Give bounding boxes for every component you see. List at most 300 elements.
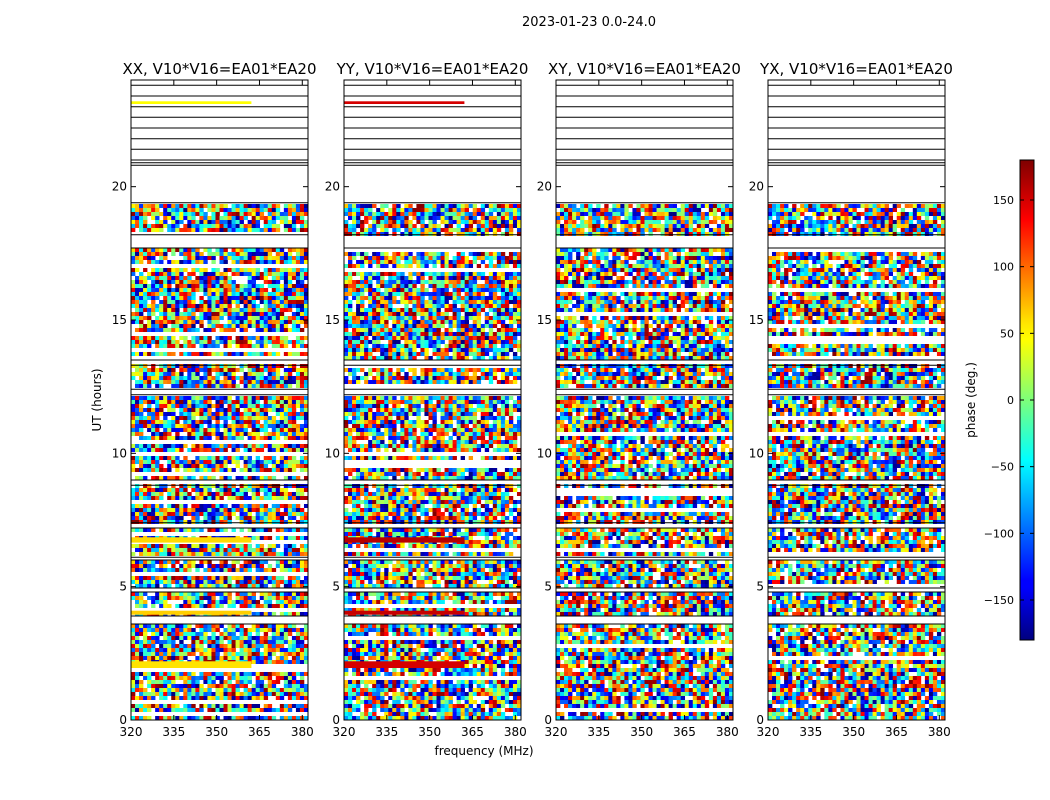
phase-cell: [288, 560, 292, 564]
phase-cell: [380, 312, 384, 316]
phase-cell: [167, 464, 171, 468]
phase-cell: [167, 496, 171, 500]
phase-cell: [171, 632, 175, 636]
phase-cell: [360, 284, 364, 288]
phase-cell: [167, 276, 171, 280]
phase-cell: [131, 568, 135, 572]
phase-cell: [252, 692, 256, 696]
phase-cell: [260, 628, 264, 632]
phase-cell: [159, 336, 163, 340]
phase-cell: [159, 704, 163, 708]
phase-cell: [187, 220, 191, 224]
phase-cell: [224, 292, 228, 296]
phase-cell: [248, 520, 252, 524]
phase-cell: [272, 708, 276, 712]
phase-cell: [248, 544, 252, 548]
phase-cell: [191, 352, 195, 356]
phase-cell: [428, 292, 432, 296]
phase-cell: [276, 272, 280, 276]
phase-cell: [187, 204, 191, 208]
phase-cell: [256, 308, 260, 312]
phase-cell: [296, 464, 300, 468]
phase-cell: [513, 256, 517, 260]
phase-cell: [167, 328, 171, 332]
phase-cell: [300, 568, 304, 572]
phase-cell: [360, 228, 364, 232]
phase-cell: [465, 296, 469, 300]
phase-cell: [292, 600, 296, 604]
phase-cell: [445, 316, 449, 320]
phase-cell: [284, 460, 288, 464]
phase-cell: [175, 448, 179, 452]
phase-cell: [388, 212, 392, 216]
phase-cell: [412, 296, 416, 300]
phase-cell: [139, 428, 143, 432]
phase-cell: [248, 424, 252, 428]
phase-cell: [220, 288, 224, 292]
phase-cell: [404, 212, 408, 216]
phase-cell: [191, 652, 195, 656]
phase-cell: [260, 580, 264, 584]
phase-cell: [163, 256, 167, 260]
phase-cell: [449, 232, 453, 236]
phase-cell: [437, 224, 441, 228]
phase-cell: [135, 604, 139, 608]
phase-cell: [276, 512, 280, 516]
phase-cell: [244, 652, 248, 656]
phase-cell: [501, 300, 505, 304]
phase-cell: [445, 304, 449, 308]
phase-cell: [356, 208, 360, 212]
phase-cell: [469, 308, 473, 312]
phase-cell: [207, 320, 211, 324]
phase-cell: [284, 344, 288, 348]
phase-cell: [220, 296, 224, 300]
phase-cell: [296, 696, 300, 700]
phase-cell: [236, 688, 240, 692]
phase-cell: [151, 568, 155, 572]
phase-cell: [171, 492, 175, 496]
phase-cell: [175, 684, 179, 688]
phase-cell: [211, 672, 215, 676]
phase-cell: [236, 352, 240, 356]
phase-cell: [143, 340, 147, 344]
phase-cell: [248, 296, 252, 300]
phase-cell: [368, 224, 372, 228]
phase-cell: [509, 216, 513, 220]
phase-cell: [183, 716, 187, 720]
phase-cell: [135, 488, 139, 492]
phase-cell: [171, 396, 175, 400]
phase-cell: [493, 232, 497, 236]
phase-cell: [280, 272, 284, 276]
phase-cell: [404, 260, 408, 264]
phase-cell: [191, 648, 195, 652]
phase-cell: [163, 404, 167, 408]
phase-cell: [171, 708, 175, 712]
phase-cell: [220, 256, 224, 260]
phase-cell: [155, 552, 159, 556]
phase-cell: [135, 428, 139, 432]
phase-cell: [509, 232, 513, 236]
phase-cell: [437, 304, 441, 308]
phase-cell: [143, 476, 147, 480]
phase-cell: [344, 288, 348, 292]
phase-cell: [360, 276, 364, 280]
phase-cell: [284, 632, 288, 636]
phase-cell: [280, 384, 284, 388]
phase-cell: [244, 312, 248, 316]
phase-cell: [256, 692, 260, 696]
phase-cell: [195, 644, 199, 648]
phase-cell: [195, 604, 199, 608]
phase-cell: [296, 596, 300, 600]
phase-cell: [489, 304, 493, 308]
phase-cell: [191, 296, 195, 300]
phase-cell: [296, 636, 300, 640]
phase-cell: [179, 716, 183, 720]
phase-cell: [139, 644, 143, 648]
phase-cell: [392, 312, 396, 316]
phase-cell: [288, 320, 292, 324]
phase-cell: [228, 636, 232, 640]
phase-cell: [493, 204, 497, 208]
phase-cell: [179, 564, 183, 568]
phase-cell: [143, 628, 147, 632]
phase-cell: [135, 656, 139, 660]
phase-cell: [163, 640, 167, 644]
phase-cell: [183, 276, 187, 280]
phase-cell: [187, 284, 191, 288]
phase-cell: [256, 412, 260, 416]
phase-cell: [147, 204, 151, 208]
phase-cell: [264, 204, 268, 208]
phase-cell: [252, 296, 256, 300]
phase-cell: [368, 280, 372, 284]
phase-cell: [187, 368, 191, 372]
phase-cell: [224, 328, 228, 332]
phase-cell: [240, 564, 244, 568]
phase-cell: [135, 580, 139, 584]
phase-cell: [256, 544, 260, 548]
phase-cell: [264, 504, 268, 508]
phase-cell: [256, 368, 260, 372]
phase-cell: [224, 248, 228, 252]
phase-cell: [280, 568, 284, 572]
phase-cell: [497, 288, 501, 292]
phase-cell: [139, 292, 143, 296]
phase-cell: [268, 304, 272, 308]
phase-cell: [199, 436, 203, 440]
phase-cell: [300, 492, 304, 496]
phase-cell: [240, 300, 244, 304]
phase-cell: [207, 328, 211, 332]
phase-cell: [232, 444, 236, 448]
phase-cell: [187, 256, 191, 260]
phase-cell: [416, 296, 420, 300]
phase-cell: [215, 280, 219, 284]
phase-cell: [211, 520, 215, 524]
phase-cell: [360, 300, 364, 304]
phase-cell: [280, 308, 284, 312]
phase-cell: [300, 464, 304, 468]
phase-cell: [199, 424, 203, 428]
phase-cell: [155, 344, 159, 348]
phase-cell: [240, 636, 244, 640]
phase-cell: [143, 288, 147, 292]
phase-cell: [167, 204, 171, 208]
phase-cell: [232, 576, 236, 580]
phase-cell: [300, 656, 304, 660]
phase-cell: [428, 220, 432, 224]
phase-cell: [171, 684, 175, 688]
phase-cell: [195, 584, 199, 588]
phase-cell: [288, 288, 292, 292]
phase-cell: [461, 300, 465, 304]
phase-cell: [256, 400, 260, 404]
phase-cell: [175, 212, 179, 216]
phase-cell: [224, 252, 228, 256]
phase-cell: [360, 264, 364, 268]
phase-cell: [175, 220, 179, 224]
phase-cell: [268, 400, 272, 404]
phase-cell: [211, 548, 215, 552]
x-tick-label: 380: [290, 725, 314, 739]
phase-cell: [272, 476, 276, 480]
phase-cell: [236, 216, 240, 220]
phase-cell: [207, 404, 211, 408]
phase-cell: [203, 624, 207, 628]
phase-cell: [264, 380, 268, 384]
phase-cell: [380, 256, 384, 260]
phase-cell: [240, 708, 244, 712]
phase-cell: [268, 520, 272, 524]
phase-cell: [276, 632, 280, 636]
phase-cell: [224, 324, 228, 328]
phase-cell: [252, 496, 256, 500]
phase-cell: [220, 692, 224, 696]
phase-cell: [264, 648, 268, 652]
phase-cell: [260, 512, 264, 516]
phase-cell: [131, 340, 135, 344]
phase-cell: [469, 228, 473, 232]
phase-cell: [268, 680, 272, 684]
phase-cell: [356, 296, 360, 300]
phase-cell: [276, 604, 280, 608]
phase-cell: [288, 508, 292, 512]
phase-cell: [465, 316, 469, 320]
phase-cell: [139, 420, 143, 424]
phase-cell: [131, 296, 135, 300]
phase-cell: [135, 636, 139, 640]
phase-cell: [360, 204, 364, 208]
phase-cell: [420, 276, 424, 280]
phase-cell: [244, 592, 248, 596]
phase-cell: [296, 372, 300, 376]
phase-cell: [244, 408, 248, 412]
phase-cell: [236, 412, 240, 416]
phase-cell: [384, 224, 388, 228]
phase-cell: [171, 568, 175, 572]
phase-cell: [433, 296, 437, 300]
phase-cell: [159, 560, 163, 564]
phase-cell: [380, 216, 384, 220]
phase-cell: [252, 220, 256, 224]
phase-cell: [195, 404, 199, 408]
phase-cell: [236, 400, 240, 404]
phase-cell: [284, 496, 288, 500]
phase-cell: [167, 692, 171, 696]
phase-cell: [392, 316, 396, 320]
phase-cell: [228, 296, 232, 300]
phase-cell: [256, 708, 260, 712]
phase-cell: [232, 484, 236, 488]
phase-cell: [167, 680, 171, 684]
phase-cell: [179, 688, 183, 692]
phase-cell: [481, 260, 485, 264]
phase-cell: [296, 228, 300, 232]
phase-cell: [268, 564, 272, 568]
phase-cell: [236, 544, 240, 548]
phase-cell: [284, 708, 288, 712]
phase-cell: [207, 208, 211, 212]
phase-cell: [207, 204, 211, 208]
phase-cell: [453, 216, 457, 220]
phase-cell: [268, 656, 272, 660]
phase-cell: [244, 396, 248, 400]
phase-cell: [183, 364, 187, 368]
phase-cell: [228, 344, 232, 348]
phase-cell: [187, 376, 191, 380]
phase-cell: [207, 528, 211, 532]
phase-cell: [151, 456, 155, 460]
phase-cell: [284, 484, 288, 488]
phase-cell: [155, 632, 159, 636]
phase-cell: [300, 296, 304, 300]
phase-cell: [187, 416, 191, 420]
phase-cell: [131, 268, 135, 272]
phase-cell: [151, 444, 155, 448]
phase-cell: [215, 372, 219, 376]
phase-cell: [232, 248, 236, 252]
phase-cell: [179, 636, 183, 640]
phase-cell: [380, 232, 384, 236]
phase-cell: [493, 276, 497, 280]
phase-cell: [296, 272, 300, 276]
phase-cell: [215, 212, 219, 216]
phase-cell: [344, 316, 348, 320]
phase-cell: [228, 376, 232, 380]
phase-cell: [501, 208, 505, 212]
phase-cell: [220, 488, 224, 492]
phase-cell: [252, 304, 256, 308]
phase-cell: [207, 436, 211, 440]
phase-cell: [441, 304, 445, 308]
phase-cell: [264, 216, 268, 220]
phase-cell: [232, 216, 236, 220]
phase-cell: [139, 336, 143, 340]
phase-cell: [300, 344, 304, 348]
phase-cell: [191, 584, 195, 588]
phase-cell: [240, 476, 244, 480]
phase-cell: [220, 304, 224, 308]
phase-cell: [236, 580, 240, 584]
phase-cell: [493, 216, 497, 220]
phase-cell: [300, 320, 304, 324]
phase-cell: [179, 320, 183, 324]
phase-cell: [143, 336, 147, 340]
phase-cell: [147, 464, 151, 468]
phase-cell: [236, 488, 240, 492]
phase-cell: [151, 400, 155, 404]
phase-cell: [199, 528, 203, 532]
phase-cell: [203, 432, 207, 436]
phase-cell: [501, 272, 505, 276]
phase-cell: [240, 648, 244, 652]
phase-cell: [264, 288, 268, 292]
phase-cell: [139, 372, 143, 376]
phase-cell: [272, 484, 276, 488]
phase-cell: [280, 288, 284, 292]
phase-cell: [469, 272, 473, 276]
phase-cell: [199, 256, 203, 260]
phase-cell: [300, 432, 304, 436]
phase-cell: [207, 496, 211, 500]
phase-cell: [224, 468, 228, 472]
phase-cell: [187, 448, 191, 452]
phase-cell: [207, 296, 211, 300]
phase-cell: [300, 596, 304, 600]
phase-cell: [224, 416, 228, 420]
phase-cell: [147, 428, 151, 432]
phase-cell: [280, 396, 284, 400]
phase-cell: [195, 424, 199, 428]
phase-cell: [505, 256, 509, 260]
phase-cell: [139, 464, 143, 468]
phase-cell: [191, 336, 195, 340]
phase-cell: [228, 428, 232, 432]
phase-cell: [392, 260, 396, 264]
phase-cell: [155, 468, 159, 472]
phase-cell: [501, 308, 505, 312]
phase-cell: [272, 224, 276, 228]
phase-cell: [199, 404, 203, 408]
phase-cell: [203, 576, 207, 580]
phase-cell: [300, 212, 304, 216]
phase-cell: [268, 716, 272, 720]
phase-cell: [179, 444, 183, 448]
phase-cell: [155, 248, 159, 252]
phase-cell: [183, 308, 187, 312]
phase-cell: [236, 272, 240, 276]
phase-cell: [167, 640, 171, 644]
phase-cell: [420, 228, 424, 232]
phase-cell: [268, 484, 272, 488]
phase-cell: [155, 428, 159, 432]
phase-cell: [457, 284, 461, 288]
phase-cell: [191, 316, 195, 320]
phase-cell: [248, 412, 252, 416]
phase-cell: [400, 288, 404, 292]
phase-cell: [232, 408, 236, 412]
phase-cell: [300, 512, 304, 516]
phase-cell: [240, 468, 244, 472]
phase-cell: [244, 380, 248, 384]
phase-cell: [224, 636, 228, 640]
phase-cell: [292, 552, 296, 556]
phase-cell: [232, 412, 236, 416]
phase-cell: [477, 304, 481, 308]
